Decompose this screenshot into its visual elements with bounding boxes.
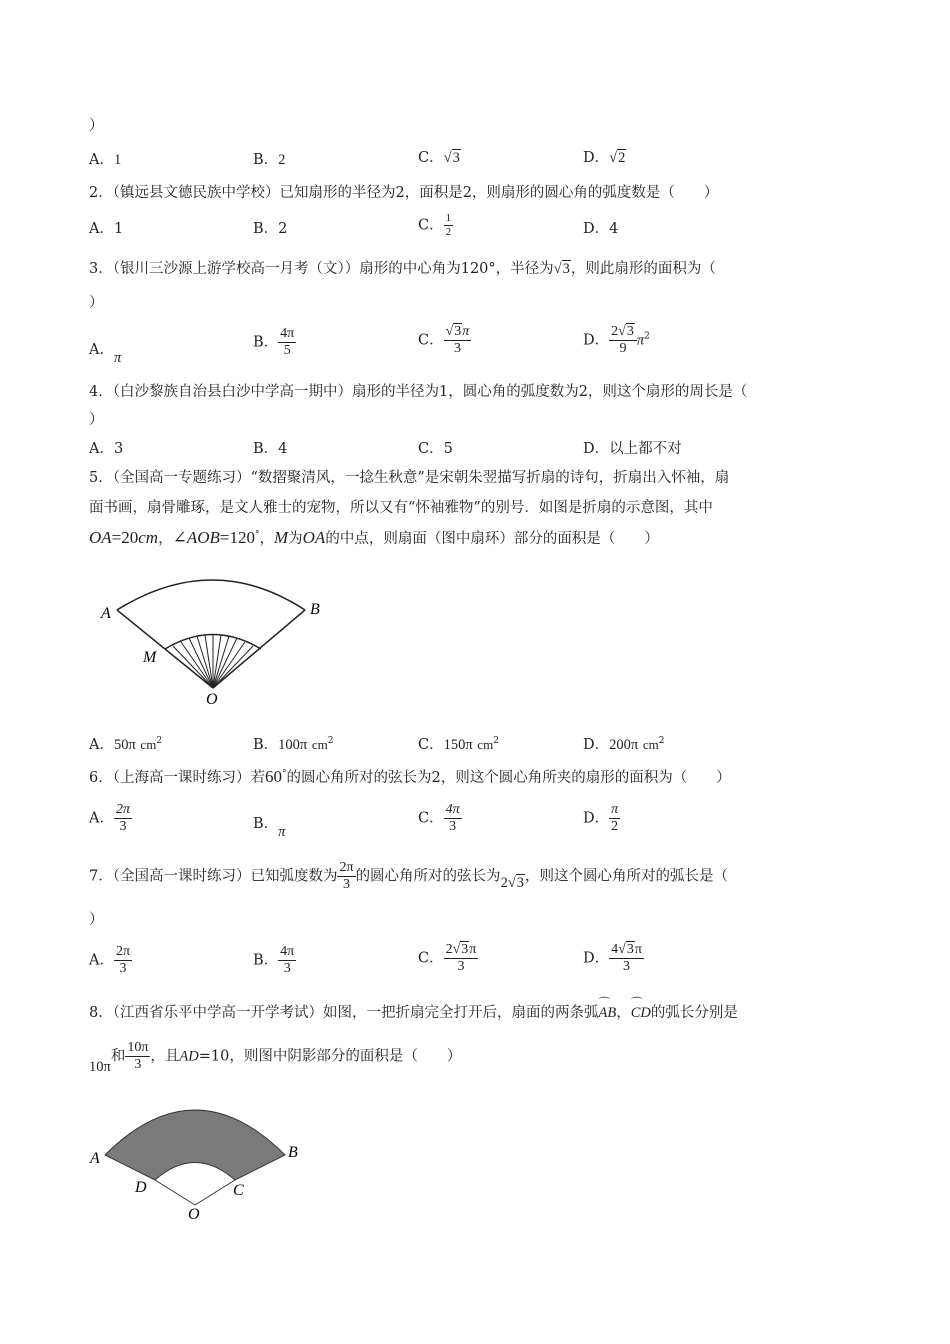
q5-edge-ob (213, 610, 305, 688)
q1-option-a[interactable] (89, 150, 121, 170)
q6-option-b[interactable]: B．π (253, 816, 286, 840)
q6-option-c[interactable]: C． $\frac{4\pi}{3}$ (418, 802, 460, 834)
q4-continuation: ） (89, 412, 104, 428)
q3-option-b[interactable] (253, 326, 296, 359)
q7-stem: 7．（全国高一课时练习）已知弧度数为 $\frac{2\pi}{3}$ 的圆心角所对的弦长为2√3，则这个圆心角所对的弧长是（ (89, 860, 729, 892)
q4-option-d[interactable]: D．以上都不对 (583, 441, 682, 457)
q3-continuation: ） (89, 295, 104, 311)
q8-label-d: D (135, 1179, 147, 1196)
q8-arc-cd: ⌒ CD (631, 1003, 651, 1023)
q8-arc-fraction: $\frac{10\pi}{3}$ (127, 1040, 149, 1072)
q7-c-fraction: $\frac{2√3\pi}{3}$ (445, 942, 477, 974)
q1-b-label: B． (253, 152, 279, 168)
q6-d-fraction: $\frac{\pi}{2}$ (611, 802, 619, 834)
q1-option-b[interactable] (253, 150, 285, 170)
q8-label-a: A (90, 1150, 100, 1167)
q3-c-fraction: $\frac{√3\pi}{3}$ (445, 324, 470, 356)
q5-label-b: B (310, 601, 320, 618)
q5-stem-line3: OA=20cm，∠AOB=120°，M为OA的中点，则扇面（图中扇环）部分的面积是（ ） (89, 528, 659, 547)
q5-fan-ribs (173, 634, 253, 688)
q6-stem: 6．（上海高一课时练习）若60°的圆心角所对的弦长为2，则这个圆心角所夹的扇形的面积为（ ） (89, 767, 731, 786)
q8-shaded-region (105, 1110, 285, 1180)
q8-edge-do (155, 1180, 195, 1205)
q3-option-c[interactable] (418, 324, 471, 357)
q1-c-label: C． (418, 150, 444, 166)
q8-stem-line2: 10π和 $\frac{10\pi}{3}$ ，且AD=10，则图中阴影部分的面积是（ ） (89, 1040, 462, 1075)
q7-angle-fraction: $\frac{2\pi}{3}$ (339, 860, 354, 892)
q3-b-label: B． (253, 334, 279, 351)
q2-option-d[interactable]: D．4 (583, 221, 619, 237)
q7-option-d[interactable]: D． $\frac{4√3\pi}{3}$ (583, 942, 642, 974)
q4-option-a[interactable]: A．3 (89, 441, 124, 457)
q2-option-a[interactable]: A．1 (89, 221, 124, 237)
q5-option-b[interactable]: B．100π $cm^2$ (253, 736, 334, 753)
q3-option-d[interactable]: D． $\frac{2√3}{9}$ $\pi^2$ (583, 324, 650, 356)
q1-a-value: 1 (113, 152, 122, 168)
q2-option-c[interactable] (418, 212, 453, 239)
q1-option-d[interactable] (583, 148, 626, 168)
q3-d-label: D． (583, 332, 610, 349)
q7-a-fraction: $\frac{2\pi}{3}$ (115, 944, 131, 976)
q3-a-label: A． (89, 342, 114, 358)
q3-c-label: C． (418, 332, 444, 349)
q5-label-o: O (206, 691, 218, 708)
q3-option-a[interactable] (89, 340, 122, 366)
q6-a-fraction: $\frac{2\pi}{3}$ (115, 802, 130, 834)
q1-option-c[interactable] (418, 148, 461, 168)
q2-c-label: C． (418, 217, 444, 234)
q5-option-c[interactable]: C．150π $cm^2$ (418, 736, 499, 753)
q5-outer-arc (117, 580, 305, 610)
q1-d-label: D． (583, 150, 610, 166)
q7-option-b[interactable]: B． $\frac{4\pi}{3}$ (253, 944, 295, 976)
q1-a-label: A． (89, 152, 114, 168)
q8-label-c: C (233, 1182, 244, 1199)
q6-c-fraction: $\frac{4\pi}{3}$ (445, 802, 460, 834)
q5-label-a: A (101, 605, 111, 622)
q5-fan-figure (95, 570, 335, 710)
q8-fan-figure (85, 1095, 325, 1225)
q3-a-value: π (113, 350, 122, 366)
q4-option-c[interactable]: C．5 (418, 441, 453, 457)
q1-d-sqrt: √2 (609, 150, 626, 166)
q4-option-b[interactable]: B．4 (253, 441, 288, 457)
q5-stem-line2: 面书画，扇骨雕琢，是文人雅士的宠物，所以又有“怀袖雅物”的别号．如图是折扇的示意图，其中 (89, 500, 713, 516)
q3-b-fraction: $\frac{4\pi}{5}$ (280, 326, 295, 358)
q1-c-sqrt: √3 (443, 150, 460, 166)
q6-option-d[interactable]: D． $\frac{\pi}{2}$ (583, 802, 619, 834)
q2-stem: 2．（镇远县文德民族中学校）已知扇形的半径为2，面积是2，则扇形的圆心角的弧度数是（ ） (89, 185, 719, 201)
q4-stem: 4．（白沙黎族自治县白沙中学高一期中）扇形的半径为1，圆心角的弧度数为2，则这个扇形的周长是（ (89, 384, 748, 400)
q3-d-fraction: $\frac{2√3}{9}$ (609, 324, 637, 357)
q1-b-value: 2 (278, 152, 286, 168)
q2-c-fraction: $\frac{1}{2}$ (445, 212, 452, 238)
q2-option-b[interactable]: B．2 (253, 221, 288, 237)
q8-label-o: O (188, 1206, 200, 1223)
q5-stem-line1: 5．（全国高一专题练习）“数摺聚清风，一捻生秋意”是宋朝朱翌描写折扇的诗句，折扇出入怀袖，扇 (89, 470, 730, 486)
q5-option-a[interactable]: A．50π $cm^2$ (89, 736, 163, 753)
q7-continuation: ） (89, 912, 104, 928)
q5-label-m: M (143, 649, 157, 666)
q7-b-fraction: $\frac{4\pi}{3}$ (280, 944, 295, 976)
q3-stem: 3．（银川三沙源上游学校高一月考（文））扇形的中心角为120°，半径为√3，则此扇形的面积为（ (89, 261, 716, 277)
q7-option-c[interactable]: C． $\frac{2√3\pi}{3}$ (418, 942, 477, 974)
q3-radius-sqrt: √3 (553, 261, 570, 277)
q8-arc-ab: ⌒ AB (598, 1003, 616, 1023)
q6-option-a[interactable]: A． $\frac{2\pi}{3}$ (89, 802, 130, 834)
q7-option-a[interactable]: A． $\frac{2\pi}{3}$ (89, 944, 131, 976)
q7-d-fraction: $\frac{4√3\pi}{3}$ (611, 942, 642, 974)
q8-edge-co (195, 1180, 235, 1205)
q5-option-d[interactable]: D．200π $cm^2$ (583, 736, 665, 753)
q1-continuation: ） (89, 118, 104, 134)
q8-label-b: B (288, 1144, 298, 1161)
q8-stem-line1: 8．（江西省乐平中学高一开学考试）如图，一把折扇完全打开后，扇面的两条弧⌒ AB，⌒ CD的弧长分别是 (89, 1003, 738, 1023)
q7-chord: 2√3 (500, 874, 525, 891)
